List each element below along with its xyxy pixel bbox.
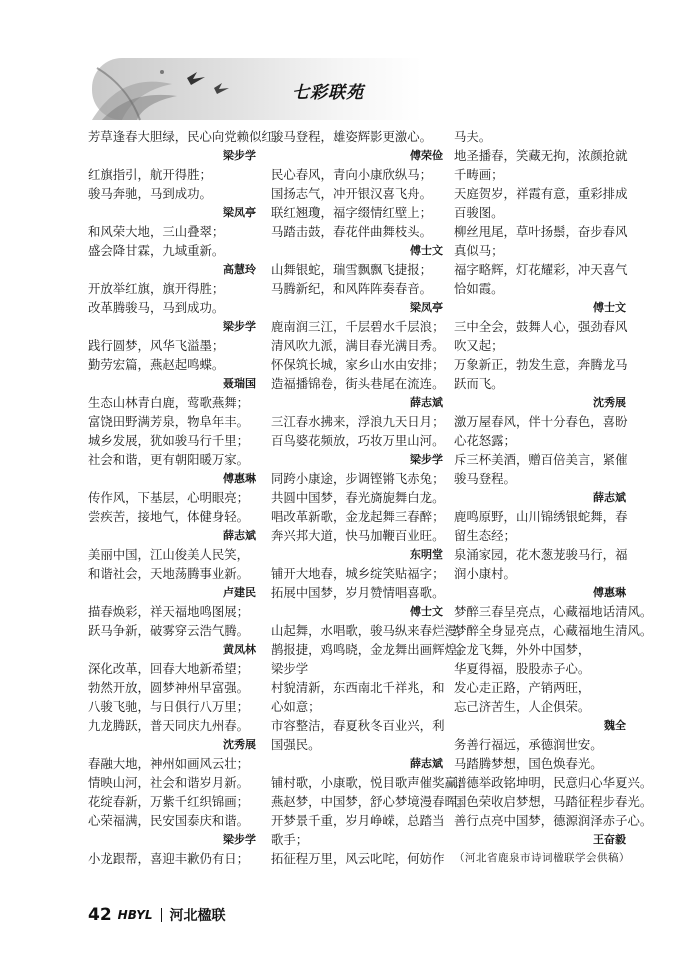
couplet-line: 天庭贺岁，祥霞有意，重彩排成 [454,186,628,201]
couplet-line: 拓征程万里，风云叱咤，何妨作 [271,851,445,866]
footer-divider [161,908,162,922]
couplet-line: 真似马； [454,243,504,258]
couplet-line: 燕赵梦，中国梦，舒心梦境漫春晖。 [271,794,470,809]
couplet-line: 马夫。 [454,129,492,144]
couplet-line: 华夏得福，股股赤子心。 [454,661,591,676]
author-name: 傅惠琳 [223,472,256,485]
couplet-line: 描春焕彩，祥天福地鸣图展； [88,604,250,619]
author-name: 薛志斌 [410,396,443,409]
couplet-line: 千畴画； [454,167,504,182]
author-name: 卢建民 [223,586,256,599]
couplet-line: 富饶田野满芳泉，物阜年丰。 [88,414,250,429]
couplet-line: 心如意； [271,699,321,714]
couplet-line: 奔兴邦大道，快马加鞭百业旺。 [271,528,445,543]
couplet-line: 恰如霞。 [454,281,504,296]
couplet-line: 鹿南润三江，千层碧水千层浪； [271,319,445,334]
couplet-line: 联红翘瓊，福字缀情红壁上； [271,205,433,220]
author-name: 高慧玲 [223,263,256,276]
author-name: 梁凤亭 [410,301,443,314]
couplet-line: 马踏击鼓，春花伴曲舞枝头。 [271,224,433,239]
author-name: 黄凤林 [223,643,256,656]
couplet-line: 激万屋春风，伴十分春色，喜盼 [454,414,628,429]
couplet-line: 拓展中国梦，岁月赞情唱喜歌。 [271,585,445,600]
couplet-line: 善行点亮中国梦，德源润泽赤子心。 [454,813,653,828]
journal-logo: HBYL [117,908,153,922]
couplet-line: 九龙腾跃，普天同庆九州春。 [88,718,250,733]
couplet-line: 泉涌家园，花木葱茏骏马行，福 [454,547,628,562]
couplet-line: 盛会降甘霖，九域重新。 [88,243,225,258]
couplet-line: 鹊报捷，鸡鸣晓，金龙舞出画辉煌。 [271,642,470,657]
author-name: 薛志斌 [593,491,626,504]
author-name: 梁步学 [410,453,443,466]
couplet-line: 勤劳宏篇，燕赵起鸣蝶。 [88,357,225,372]
couplet-line: 清风吹九派，满目春光满目秀。 [271,338,445,353]
couplet-line: 芳草逢春大胆绿，民心向党赖似红。 [88,129,287,144]
publication-name: 河北楹联 [169,908,226,924]
couplet-line: 骏马登程。 [454,471,516,486]
couplet-line: 花绽春新，万紫千红织锦画； [88,794,250,809]
couplet-line: 践行圆梦，风华飞溢墨； [88,338,225,353]
couplet-line: 留生态经； [454,528,516,543]
couplet-line: 山起舞，水唱歌，骏马纵来春烂漫， [271,623,470,638]
couplet-line: 勃然开放，圆梦神州早富强。 [88,680,250,695]
page-footer [88,903,226,927]
author-name: 梁步学 [223,833,256,846]
couplet-line: 斥三杯美酒，赠百倍美言，紧催 [454,452,628,467]
text-column-3 [454,127,653,887]
couplet-line: 同跨小康途，步调铿锵飞赤兔； [271,471,445,486]
couplet-line: 小龙跟帮，喜迎丰歉仍有日； [88,851,250,866]
couplet-line: 柳丝甩尾，草叶扬鬃，奋步春风 [454,224,628,239]
page-number: 42 [88,905,112,925]
couplet-line: 春融大地，神州如画风云壮； [88,756,250,771]
couplet-line: 务善行福远，承德润世安。 [454,737,603,752]
couplet-line: 铺开大地春，城乡绽笑贴福字； [271,566,445,581]
author-name: 薛志斌 [223,529,256,542]
couplet-line: 唱改革新歌，金龙起舞三春醉； [271,509,445,524]
text-column-2 [271,127,470,887]
couplet-line: 城乡发展，犹如骏马行千里； [88,433,250,448]
couplet-line: 国强民。 [271,737,321,752]
author-name: 傅荣俭 [410,149,443,162]
author-name: 沈秀展 [223,738,256,751]
couplet-line: 发心走正路，产销两旺， [454,680,591,695]
text-column-1 [88,127,287,887]
author-name: 东明堂 [410,548,443,561]
author-name: 王奋毅 [593,833,626,846]
ink-wash-bird-decoration [92,58,252,120]
couplet-line: 金龙飞舞，外外中国梦， [454,642,591,657]
couplet-line: 和风荣大地，三山叠翠； [88,224,225,239]
couplet-line: 深化改革，回春大地新希望； [88,661,250,676]
author-name: 傅士文 [410,605,443,618]
couplet-line: 造福播锦卷，街头巷尾在流连。 [271,376,445,391]
couplet-line: 梦醉全身显亮点，心藏福地生清风。 [454,623,653,638]
couplet-line: 梦醉三春呈亮点，心藏福地话清风。 [454,604,653,619]
couplet-line: 怀保筑长城，家乡山水由安排； [271,357,445,372]
couplet-line: 情映山河，社会和谐岁月新。 [88,775,250,790]
couplet-line: 吹又起； [454,338,504,353]
author-name: 傅士文 [410,244,443,257]
couplet-line: 歌手； [271,832,309,847]
couplet-line: 生态山林青白鹿，莺歌燕舞； [88,395,250,410]
couplet-line: 骏马奔驰，马到成功。 [88,186,212,201]
section-title: 七彩联苑 [292,83,364,103]
couplet-line: 谱德举政铭坤明，民意归心华夏兴。 [454,775,653,790]
couplet-line: 铺村歌，小康歌，悦目歌声催奖赢； [271,775,470,790]
couplet-line: 鹿鸣原野，山川锦绣银蛇舞，春 [454,509,628,524]
couplet-line: 福字略辉，灯花耀彩，冲天喜气 [454,262,628,277]
couplet-line: 社会和谐，更有朝阳暖万家。 [88,452,250,467]
couplet-line: 村貌清新，东西南北千祥兆，和 [271,680,445,695]
author-name: 聂瑞国 [223,377,256,390]
couplet-line: 马腾新纪，和风阵阵奏春音。 [271,281,433,296]
couplet-line: 马踏腾梦想，国色焕春光。 [454,756,603,771]
couplet-line: 国扬志气，冲开银汉喜飞舟。 [271,186,433,201]
couplet-line: 跃马争新，破雾穿云浩气腾。 [88,623,250,638]
couplet-line: 开梦景千重，岁月峥嵘，总踏当 [271,813,445,828]
couplet-line: 心花怒露； [454,433,516,448]
couplet-line: 忘己济苦生，人企俱荣。 [454,699,591,714]
author-name: 魏全 [604,719,626,732]
couplet-line: 心荣福满，民安国泰庆和谐。 [88,813,250,828]
author-name: 傅惠琳 [593,586,626,599]
author-name: 梁步学 [223,149,256,162]
couplet-line: 共圆中国梦，春光旖旎舞白龙。 [271,490,445,505]
section-banner [92,58,422,120]
couplet-line: 三中全会，鼓舞人心，强劲春风 [454,319,628,334]
couplet-line: 百鸟婆花频放，巧妆万里山河。 [271,433,445,448]
couplet-line: 传作风，下基层，心明眼亮； [88,490,250,505]
couplet-line: 百骏图。 [454,205,504,220]
author-name: 梁步学 [223,320,256,333]
couplet-line: 地圣播春，笑藏无拘，浓颜抢就 [454,148,628,163]
couplet-line: 开放举红旗，旗开得胜； [88,281,225,296]
couplet-line: 国色荣收启梦想，马踏征程步春光。 [454,794,653,809]
couplet-line: 和谐社会，天地荡腾事业新。 [88,566,250,581]
couplet-line: 尝疾苦，接地气，体健身轻。 [88,509,250,524]
author-name: 傅士文 [593,301,626,314]
author-name: 薛志斌 [410,757,443,770]
source-note: （河北省鹿泉市诗词楹联学会供稿） [454,852,630,864]
couplet-line: 山舞银蛇，瑞雪飘飘飞捷报； [271,262,433,277]
author-name: 沈秀展 [593,396,626,409]
couplet-line: 美丽中国，江山俊美人民笑， [88,547,250,562]
couplet-line: 红旗指引，航开得胜； [88,167,212,182]
couplet-line: 梁步学 [271,661,309,676]
couplet-line: 跃而飞。 [454,376,504,391]
couplet-line: 三江春水拂来，浮浪九天日月； [271,414,445,429]
couplet-line: 市容整洁，春夏秋冬百业兴，利 [271,718,445,733]
author-name: 梁凤亭 [223,206,256,219]
couplet-line: 改革腾骏马，马到成功。 [88,300,225,315]
couplet-line: 润小康村。 [454,566,516,581]
couplet-line: 万象新正，勃发生意，奔腾龙马 [454,357,628,372]
couplet-line: 骏马登程，雄姿辉影更激心。 [271,129,433,144]
couplet-line: 民心春风，青向小康欣纵马； [271,167,433,182]
couplet-line: 八骏飞驰，与日俱行八万里； [88,699,250,714]
